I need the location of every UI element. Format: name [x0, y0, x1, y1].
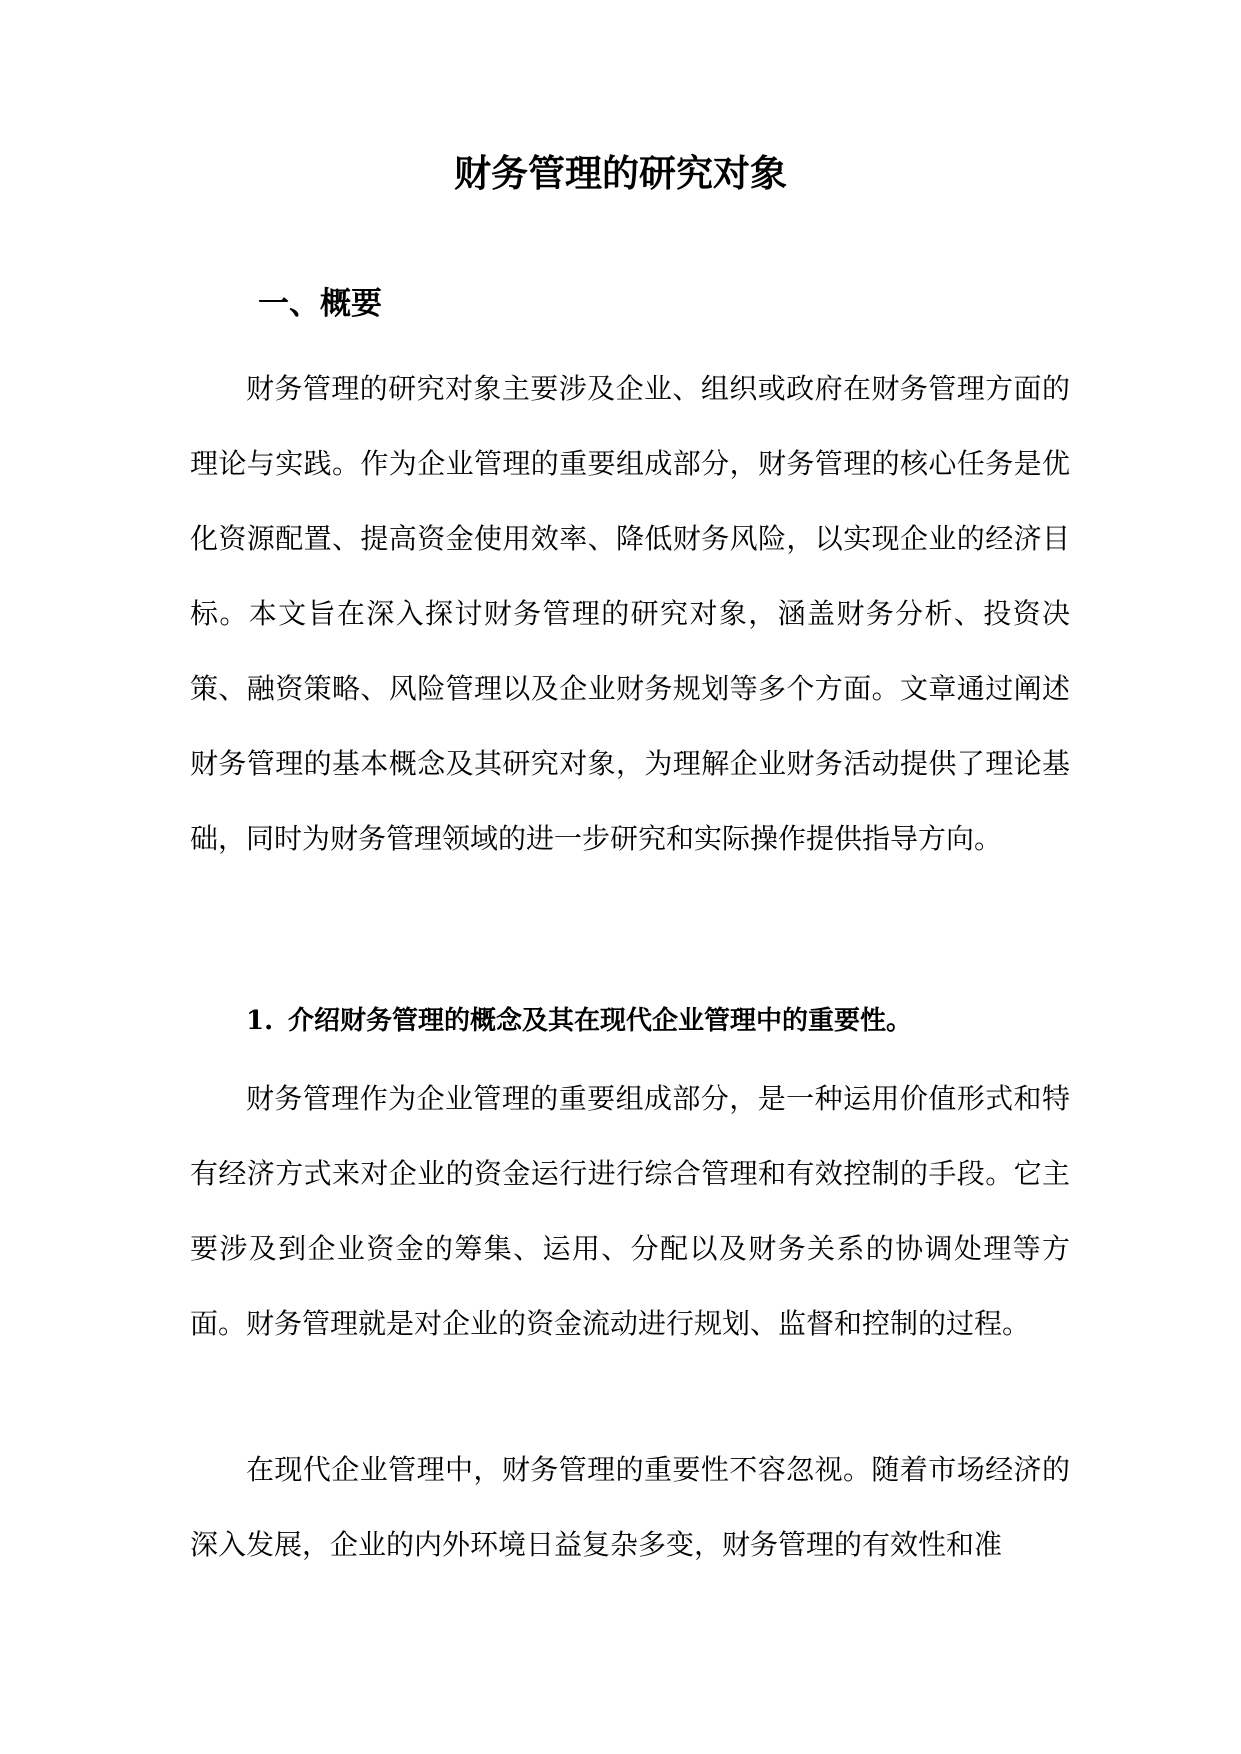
overview-paragraph: 财务管理的研究对象主要涉及企业、组织或政府在财务管理方面的理论与实践。作为企业管理的重要组成部分，财务管理的核心任务是优化资源配置、提高资金使用效率、降低财务风险，以实现企业的经济目标。本文旨在深入探讨财务管理的研究对象，涵盖财务分析、投资决策、融资策略、风险管理以及企业财务规划等多个方面。文章通过阐述财务管理的基本概念及其研究对象，为理解企业财务活动提供了理论基础，同时为财务管理领域的进一步研究和实际操作提供指导方向。 — [190, 372, 1070, 855]
subsection-number: 1. — [246, 1006, 274, 1036]
body-paragraph-2: 在现代企业管理中，财务管理的重要性不容忽视。随着市场经济的深入发展，企业的内外环境日益复杂多变，财务管理的有效性和准 — [190, 1453, 1070, 1561]
subsection-heading-text: 介绍财务管理的概念及其在现代企业管理中的重要性。 — [288, 1006, 913, 1036]
subsection-heading — [246, 1001, 912, 1041]
body-paragraph-1: 财务管理作为企业管理的重要组成部分，是一种运用价值形式和特有经济方式来对企业的资金运行进行综合管理和有效控制的手段。它主要涉及到企业资金的筹集、运用、分配以及财务关系的协调处理等方面。财务管理就是对企业的资金流动进行规划、监督和控制的过程。 — [190, 1082, 1070, 1340]
document-title: 财务管理的研究对象 — [454, 151, 787, 195]
section-heading-overview: 一、概要 — [258, 286, 382, 322]
